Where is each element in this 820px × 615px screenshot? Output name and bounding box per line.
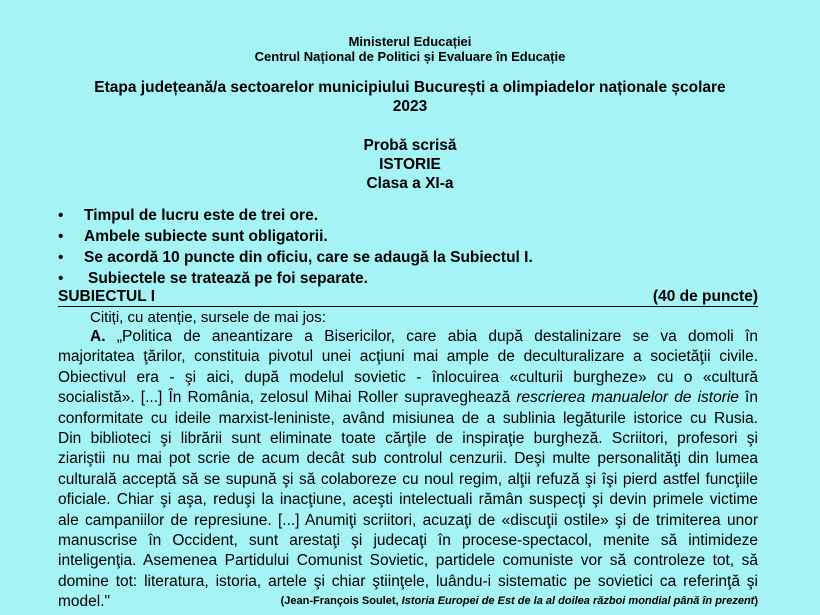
olympiad-stage bbox=[0, 78, 820, 116]
instruction: Citiți, cu atenție, sursele de mai jos: bbox=[90, 309, 326, 326]
source-line: A. „Politica de aneantizare a Bisericilor, care abia după destalinizare se va domoli în bbox=[90, 328, 758, 345]
source-line: culturală acceptă să se supună şi să colaboreze cu noul regim, alţii refuză şi îşi pierd astfel funcţiile bbox=[58, 470, 758, 488]
rule-item: • Se acordă 10 puncte din oficiu, care se adaugă la Subiectul I. bbox=[58, 249, 533, 266]
rule-item: • Subiectele se tratează pe foi separate. bbox=[58, 270, 368, 287]
exam-subject: ISTORIE bbox=[379, 156, 441, 173]
exam-type: Probă scrisă bbox=[363, 137, 457, 154]
section-title: SUBIECTUL I bbox=[58, 288, 156, 305]
source-line: model." (Jean-François Soulet, Istoria Europei de Est de la al doilea război mondial până în prezent) bbox=[58, 593, 758, 611]
section-header bbox=[58, 288, 758, 307]
source-line: socialistă». [...] În România, zelosul Mihai Roller supraveghează rescrierea manualelor de istorie în bbox=[58, 389, 758, 407]
exam-grade: Clasa a XI-a bbox=[366, 175, 454, 192]
source-line: ale campaniilor de represiune. [...] Anumiţi scriitori, acuzaţi de «discuţii ostile» şi de trimiterea unor bbox=[58, 511, 758, 529]
italic-phrase: rescrierea manualelor de istorie bbox=[516, 389, 739, 407]
source-line: conformitate cu ideile marxist-leniniste, având misiunea de a sublinia legăturile istorice cu Rusia. bbox=[58, 409, 758, 427]
center-name: Centrul Național de Politici și Evaluare în Educație bbox=[254, 49, 566, 64]
source-line: manuscrise în Occident, sunt arestaţi şi judecaţi în procese-spectacol, menite să intimideze bbox=[58, 532, 758, 550]
bullet-icon: • bbox=[58, 228, 64, 245]
rules-list bbox=[58, 205, 778, 289]
exam-info bbox=[0, 136, 820, 193]
bullet-icon: • bbox=[58, 207, 64, 224]
rule-item: • Ambele subiecte sunt obligatorii. bbox=[58, 228, 328, 245]
rule-item: • Timpul de lucru este de trei ore. bbox=[58, 207, 318, 224]
ministry-header bbox=[0, 34, 820, 64]
source-line: ziariştii nu mai pot scrie de acum decât sub controlul cenzurii. Deşi multe personalităţi din lumea bbox=[58, 450, 758, 468]
source-line: Obiectivul era - şi aici, după modelul sovietic - înlocuirea «culturii burgheze» cu o «cultură bbox=[58, 368, 758, 386]
source-line: oficiale. Chiar şi aşa, reduşi la inacţiune, aceşti intelectuali rămân suspecţi şi devin primele victime bbox=[58, 491, 758, 509]
source-letter: A. bbox=[90, 328, 106, 345]
citation-title: Istoria Europei de Est de la al doilea război mondial până în prezent bbox=[401, 595, 755, 608]
stage-year: 2023 bbox=[392, 98, 428, 115]
section-points: (40 de puncte) bbox=[652, 288, 758, 305]
source-line: inteligenţia. Asemenea Partidului Comunist Sovietic, partidele comuniste vor să controleze tot, să bbox=[58, 552, 758, 570]
source-line: Din biblioteci şi librării sunt eliminate toate cărţile de inspiraţie burgheză. Scriitori, profesori şi bbox=[58, 430, 758, 448]
bullet-icon: • bbox=[58, 249, 64, 266]
ministry-name: Ministerul Educației bbox=[348, 34, 472, 49]
source-a-text bbox=[58, 327, 758, 613]
bullet-icon: • bbox=[58, 270, 64, 287]
source-line: majoritatea ţărilor, constituia pivotul unei acţiuni mai ample de deculturalizare a societăţii civile. bbox=[58, 348, 758, 366]
source-citation: (Jean-François Soulet, Istoria Europei de Est de la al doilea război mondial până în prezent) bbox=[280, 595, 758, 608]
stage-title: Etapa județeană/a sectoarelor municipiului București a olimpiadelor naționale școlare bbox=[94, 79, 726, 96]
source-line: domine tot: literatura, istoria, artele şi chiar ştiinţele, luându-i sistematic pe sovietici ca referinţă şi bbox=[58, 572, 758, 590]
